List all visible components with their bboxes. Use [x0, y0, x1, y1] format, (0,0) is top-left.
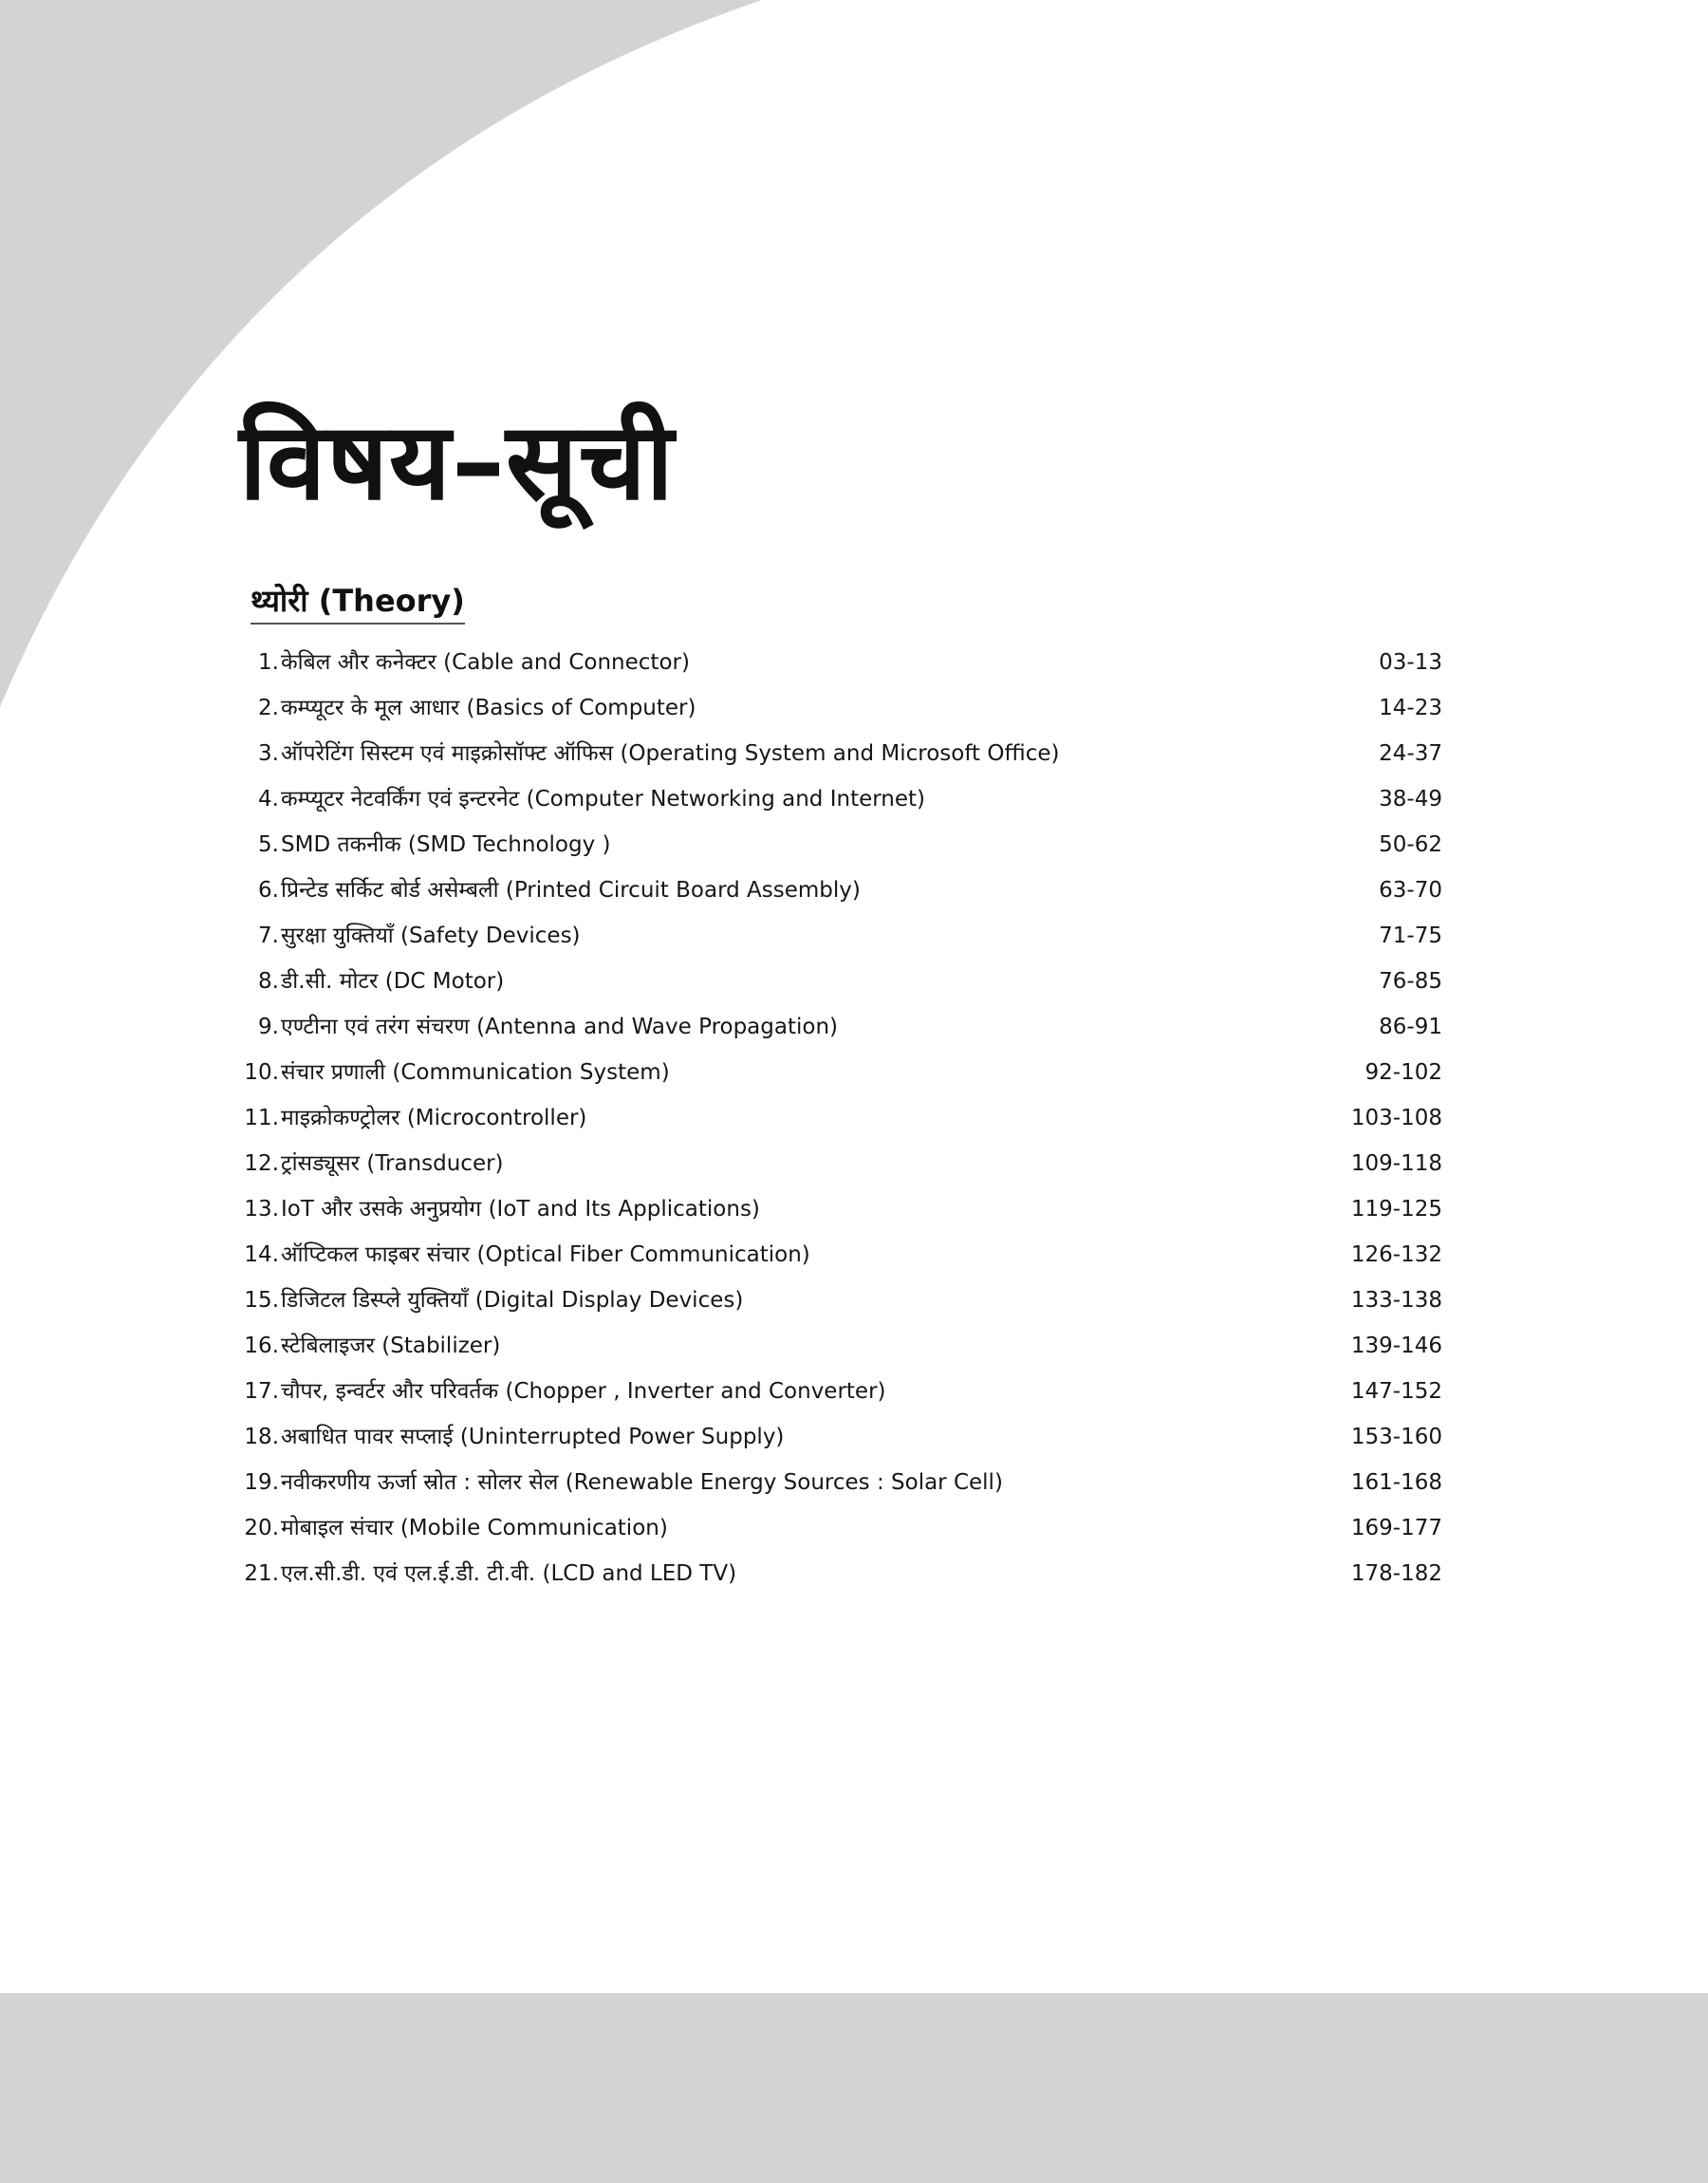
toc-entry-title: डी.सी. मोटर (DC Motor): [281, 969, 505, 994]
toc-entry-number: 15.: [244, 1288, 279, 1313]
toc-entry[interactable]: [233, 1551, 1442, 1596]
toc-entry-title: संचार प्रणाली (Communication System): [281, 1060, 670, 1085]
toc-entry-title: SMD तकनीक (SMD Technology ): [281, 832, 611, 857]
toc-entry-pages: 119-125: [1350, 1197, 1442, 1222]
toc-entry-pages: 103-108: [1350, 1106, 1442, 1130]
bottom-band-decoration: [0, 1993, 1708, 2183]
toc-entry-number: 2.: [258, 696, 279, 720]
toc-entry-pages: 178-182: [1350, 1561, 1442, 1586]
toc-entry[interactable]: [233, 1141, 1442, 1186]
toc-entry[interactable]: [233, 1369, 1442, 1414]
toc-entry-title: सुरक्षा युक्तियाँ (Safety Devices): [281, 924, 581, 948]
toc-entry-pages: 126-132: [1350, 1242, 1442, 1267]
toc-entry[interactable]: [233, 1323, 1442, 1369]
toc-entry-number: 1.: [258, 650, 279, 675]
toc-entry-pages: 50-62: [1379, 832, 1442, 857]
toc-entry-title: ऑप्टिकल फाइबर संचार (Optical Fiber Communication): [281, 1242, 810, 1267]
toc-entry-number: 10.: [244, 1060, 279, 1085]
toc-entry-pages: 169-177: [1350, 1516, 1442, 1540]
toc-entry[interactable]: [233, 959, 1442, 1004]
toc-entry-title: कम्प्यूटर के मूल आधार (Basics of Computer): [281, 696, 696, 720]
table-of-contents: [233, 640, 1442, 1596]
toc-entry-pages: 139-146: [1350, 1334, 1442, 1358]
toc-entry-number: 9.: [258, 1015, 279, 1039]
toc-entry-number: 11.: [244, 1106, 279, 1130]
toc-entry-number: 14.: [244, 1242, 279, 1267]
toc-entry-pages: 63-70: [1379, 878, 1442, 903]
toc-entry-title: मोबाइल संचार (Mobile Communication): [281, 1516, 668, 1540]
toc-entry[interactable]: [233, 1050, 1442, 1095]
toc-entry-title: एल.सी.डी. एवं एल.ई.डी. टी.वी. (LCD and LED TV): [281, 1561, 737, 1586]
toc-entry-title: कम्प्यूटर नेटवर्किंग एवं इन्टरनेट (Computer Networking and Internet): [281, 787, 926, 812]
toc-entry-pages: 76-85: [1379, 969, 1442, 994]
toc-entry-pages: 92-102: [1365, 1060, 1442, 1085]
toc-entry[interactable]: [233, 1460, 1442, 1505]
toc-entry[interactable]: [233, 822, 1442, 868]
toc-entry-pages: 24-37: [1379, 741, 1442, 766]
toc-entry-number: 6.: [258, 878, 279, 903]
toc-entry[interactable]: [233, 776, 1442, 822]
toc-entry-pages: 161-168: [1350, 1470, 1442, 1495]
toc-entry[interactable]: [233, 1505, 1442, 1551]
toc-entry-title: केबिल और कनेक्टर (Cable and Connector): [281, 650, 690, 675]
toc-entry[interactable]: [233, 1232, 1442, 1278]
toc-entry-title: ट्रांसड्यूसर (Transducer): [281, 1151, 504, 1176]
toc-entry-title: स्टेबिलाइजर (Stabilizer): [281, 1334, 501, 1358]
toc-entry-number: 7.: [258, 924, 279, 948]
toc-entry-number: 18.: [244, 1425, 279, 1449]
toc-entry-number: 5.: [258, 832, 279, 857]
toc-entry[interactable]: [233, 1095, 1442, 1141]
toc-entry-title: ऑपरेटिंग सिस्टम एवं माइक्रोसॉफ्ट ऑफिस (Operating System and Microsoft Office): [281, 741, 1060, 766]
section-heading-theory: थ्योरी (Theory): [251, 583, 465, 625]
page-title: विषय–सूची: [239, 401, 675, 524]
toc-entry-number: 4.: [258, 787, 279, 812]
toc-entry-number: 13.: [244, 1197, 279, 1222]
toc-entry-pages: 153-160: [1350, 1425, 1442, 1449]
toc-entry-number: 12.: [244, 1151, 279, 1176]
toc-entry-title: प्रिन्टेड सर्किट बोर्ड असेम्बली (Printed Circuit Board Assembly): [281, 878, 861, 903]
toc-entry-title: चौपर, इन्वर्टर और परिवर्तक (Chopper , Inverter and Converter): [281, 1379, 886, 1404]
toc-entry-title: एण्टीना एवं तरंग संचरण (Antenna and Wave Propagation): [281, 1015, 839, 1039]
toc-entry[interactable]: [233, 1004, 1442, 1050]
toc-entry-pages: 109-118: [1350, 1151, 1442, 1176]
toc-entry-pages: 71-75: [1379, 924, 1442, 948]
toc-entry[interactable]: [233, 731, 1442, 776]
toc-entry-title: डिजिटल डिस्प्ले युक्तियाँ (Digital Display Devices): [281, 1288, 744, 1313]
toc-entry-number: 19.: [244, 1470, 279, 1495]
toc-entry[interactable]: [233, 913, 1442, 959]
toc-entry-pages: 14-23: [1379, 696, 1442, 720]
toc-entry[interactable]: [233, 1414, 1442, 1460]
toc-entry-number: 21.: [244, 1561, 279, 1586]
toc-entry-title: अबाधित पावर सप्लाई (Uninterrupted Power Supply): [281, 1425, 785, 1449]
toc-entry-number: 8.: [258, 969, 279, 994]
toc-entry-pages: 38-49: [1379, 787, 1442, 812]
toc-entry-number: 17.: [244, 1379, 279, 1404]
toc-entry-number: 3.: [258, 741, 279, 766]
toc-entry[interactable]: [233, 685, 1442, 731]
toc-entry-pages: 03-13: [1379, 650, 1442, 675]
toc-entry-title: माइक्रोकण्ट्रोलर (Microcontroller): [281, 1106, 587, 1130]
toc-entry-title: IoT और उसके अनुप्रयोग (IoT and Its Applications): [281, 1197, 760, 1222]
toc-entry-pages: 133-138: [1350, 1288, 1442, 1313]
toc-entry-number: 16.: [244, 1334, 279, 1358]
toc-entry-pages: 147-152: [1350, 1379, 1442, 1404]
toc-entry[interactable]: [233, 1278, 1442, 1323]
toc-entry-title: नवीकरणीय ऊर्जा स्रोत : सोलर सेल (Renewable Energy Sources : Solar Cell): [281, 1470, 1003, 1495]
toc-entry-pages: 86-91: [1379, 1015, 1442, 1039]
toc-entry[interactable]: [233, 640, 1442, 685]
toc-entry-number: 20.: [244, 1516, 279, 1540]
toc-entry[interactable]: [233, 868, 1442, 913]
toc-entry[interactable]: [233, 1186, 1442, 1232]
